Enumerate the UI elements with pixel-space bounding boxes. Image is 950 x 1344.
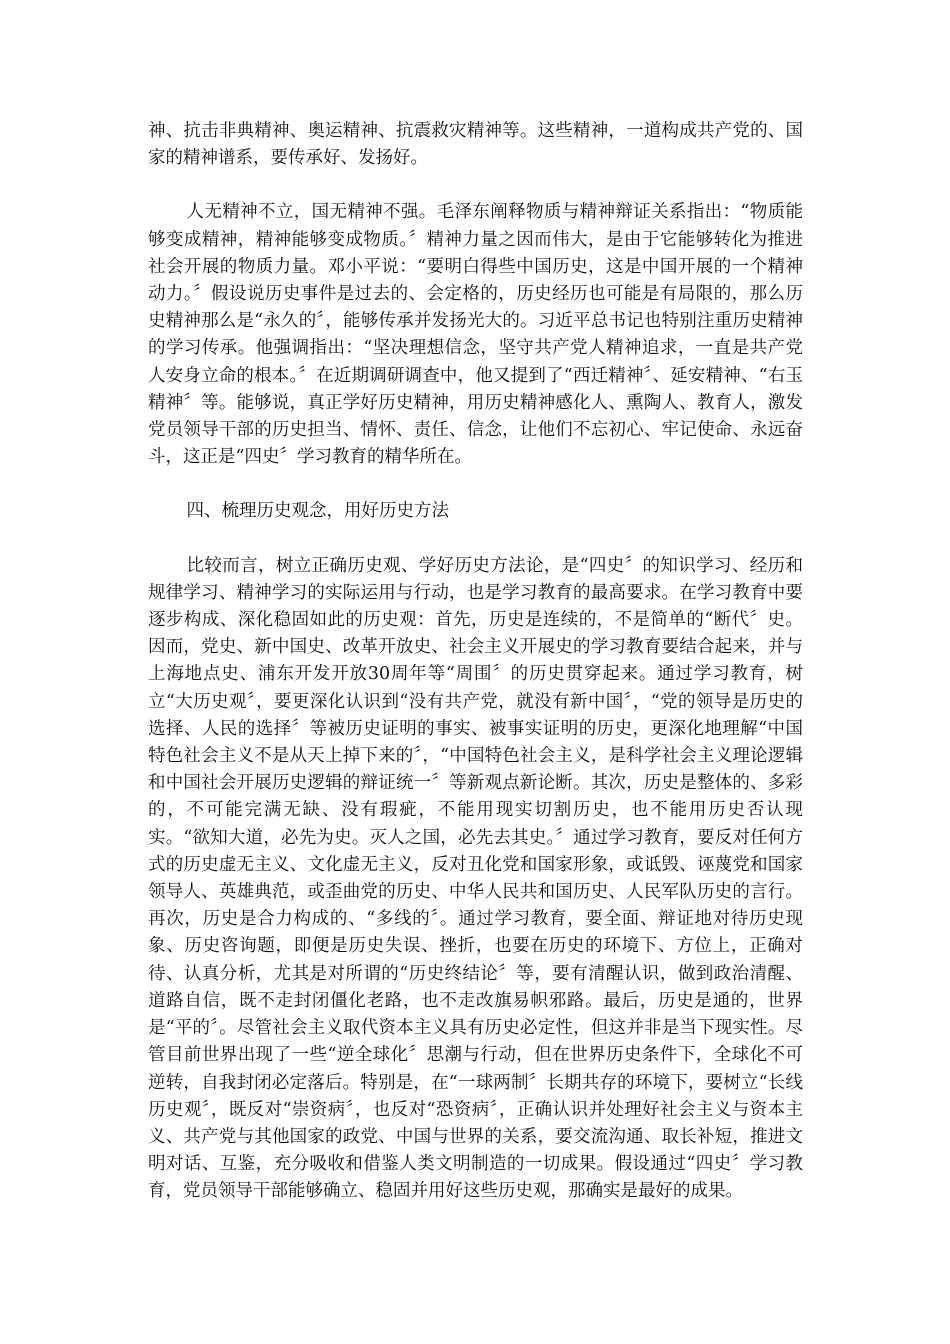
paragraph-gap xyxy=(148,172,803,199)
document-body xyxy=(148,118,803,1206)
paragraph-history-view: 比较而言，树立正确历史观、学好历史方法论，是“四史〞的知识学习、经历和规律学习、精神学习的实际运用与行动，也是学习教育的最高要求。在学习教育中要逐步构成、深化稳固如此的历史观：首先，历史是连续的，不是简单的“断代〞史。因而，党史、新中国史、改革开放史、社会主义开展史的学习教育要结合起来，并与上海地点史、浦东开发开放30周年等“周围〞的历史贯穿起来。通过学习教育，树立“大历史观〞，要更深化认识到“没有共产党，就没有新中国〞，“党的领导是历史的选择、人民的选择〞等被历史证明的事实、被事实证明的历史，更深化地理解“中国特色社会主义不是从天上掉下来的〞，“中国特色社会主义，是科学社会主义理论逻辑和中国社会开展历史逻辑的辩证统一〞等新观点新论断。其次，历史是整体的、多彩的，不可能完满无缺、没有瑕疵，不能用现实切割历史，也不能用历史否认现实。“欲知大道，必先为史。灭人之国，必先去其史。〞通过学习教育，要反对任何方式的历史虚无主义、文化虚无主义，反对丑化党和国家形象，或诋毁、诬蔑党和国家领导人、英雄典范，或歪曲党的历史、中华人民共和国历史、人民军队历史的言行。再次，历史是合力构成的、“多线的〞。通过学习教育，要全面、辩证地对待历史现象、历史咨询题，即便是历史失误、挫折，也要在历史的环境下、方位上，正确对待、认真分析，尤其是对所谓的“历史终结论〞等，要有清醒认识，做到政治清醒、道路自信，既不走封闭僵化老路，也不走改旗易帜邪路。最后，历史是通的，世界是“平的〞。尽管社会主义取代资本主义具有历史必定性，但这并非是当下现实性。尽管目前世界出现了一些“逆全球化〞思潮与行动，但在世界历史条件下，全球化不可逆转，自我封闭必定落后。特别是，在“一球两制〞长期共存的环境下，要树立“长线历史观〞，既反对“崇资病〞，也反对“恐资病〞，正确认识并处理好社会主义与资本主义、共产党与其他国家的政党、中国与世界的关系，要交流沟通、取长补短，推进文明对话、互鉴，充分吸收和借鉴人类文明制造的一切成果。假设通过“四史〞学习教育，党员领导干部能够确立、稳固并用好这些历史观，那确实是最好的成果。 xyxy=(148,555,803,1202)
paragraph-spirit-power: 人无精神不立，国无精神不强。毛泽东阐释物质与精神辩证关系指出：“物质能够变成精神，精神能够变成物质。〞精神力量之因而伟大，是由于它能够转化为推进社会开展的物质力量。邓小平说：“要明白得些中国历史，这是中国开展的一个精神动力。〞假设说历史事件是过去的、会定格的，历史经历也可能是有局限的，那么历史精神那么是“永久的〞，能够传承并发扬光大的。习近平总书记也特别注重历史精神的学习传承。他强调指出：“坚决理想信念，坚守共产党人精神追求，一直是共产党人安身立命的根本。〞在近期调研调查中，他又提到了“西迁精神〞、延安精神、“右玉精神〞等。能够说，真正学好历史精神，用历史精神感化人、熏陶人、教育人，激发党员领导干部的历史担当、情怀、责任、信念，让他们不忘初心、牢记使命、永远奋斗，这正是“四史〞学习教育的精华所在。 xyxy=(148,202,803,468)
paragraph-spirit-lineage: 神、抗击非典精神、奥运精神、抗震救灾精神等。这些精神，一道构成共产党的、国家的精神谱系，要传承好、发扬好。 xyxy=(148,121,803,169)
section-heading: 四、梳理历史观念，用好历史方法 xyxy=(186,501,449,522)
paragraph-gap xyxy=(148,526,803,553)
paragraph-gap xyxy=(148,471,803,498)
